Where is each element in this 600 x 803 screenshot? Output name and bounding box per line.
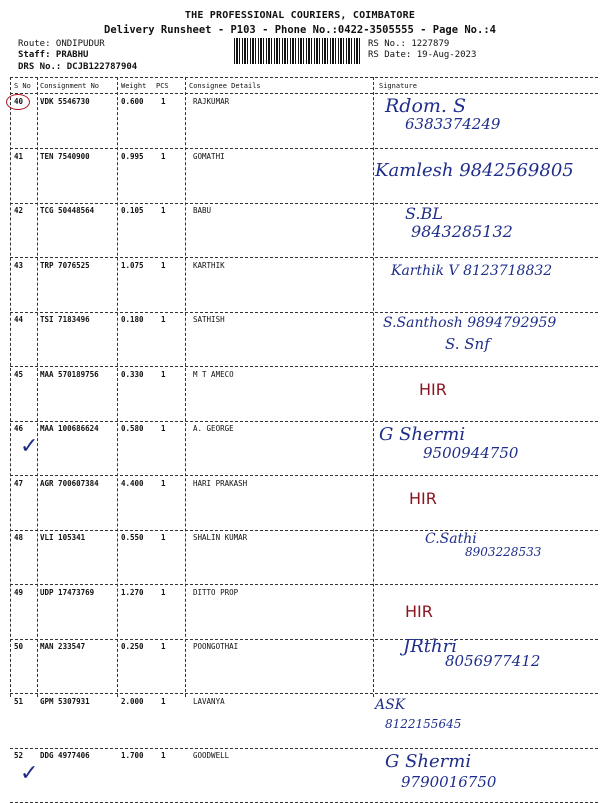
col-header-signature: Signature: [379, 82, 417, 90]
signature-cell: [375, 204, 595, 258]
highlight-circle-mark: [6, 94, 30, 110]
signature-cell: [375, 95, 595, 149]
handwritten-phone: 8122155645: [385, 716, 462, 731]
signature-cell: [375, 749, 595, 803]
row-weight: 1.270: [121, 587, 144, 597]
row-consignment-no: MAA 100686624: [40, 424, 99, 433]
row-sno: 40: [14, 97, 24, 106]
row-pcs: 1: [161, 478, 166, 488]
handwritten-signature: S.Santhosh 9894792959: [383, 315, 557, 331]
row-sno: 49: [14, 587, 24, 597]
row-sno: 50: [14, 642, 24, 651]
handwritten-signature: Kamlesh 9842569805: [375, 159, 574, 181]
route-label: Route: ONDIPUDUR: [18, 39, 105, 49]
row-weight: 0.105: [121, 206, 144, 215]
col-header-sno: S No: [14, 82, 31, 90]
signature-cell: [375, 150, 595, 204]
row-consignee: RAJKUMAR: [193, 97, 230, 106]
handwritten-signature: G Shermi: [385, 751, 472, 772]
row-weight: 0.580: [121, 424, 144, 433]
rs-number: RS No.: 1227879: [368, 39, 450, 49]
row-consignee: A. GEORGE: [193, 424, 234, 433]
signature-cell: [375, 636, 595, 694]
table-row: [0, 313, 600, 367]
handwritten-phone: 6383374249: [405, 115, 501, 133]
hir-stamp: HIR: [419, 379, 447, 399]
row-consignee: M T AMECO: [193, 369, 234, 379]
company-title: THE PROFESSIONAL COURIERS, COIMBATORE: [184, 10, 416, 21]
table-row: [0, 531, 600, 585]
row-weight: 2.000: [121, 696, 144, 706]
row-pcs: 1: [161, 587, 166, 597]
signature-cell: [375, 695, 595, 749]
row-weight: 0.995: [121, 151, 144, 161]
row-consignment-no: VDK 5546730: [40, 97, 90, 106]
row-weight: 0.600: [121, 97, 144, 106]
row-pcs: 1: [161, 260, 166, 270]
signature-cell: [375, 531, 595, 585]
row-sno: 46: [14, 424, 24, 433]
row-consignee: SHALIN KUMAR: [193, 533, 248, 542]
row-consignment-no: VLI 105341: [40, 533, 86, 542]
barcode-image: [234, 38, 362, 64]
rs-date: RS Date: 19-Aug-2023: [368, 50, 477, 60]
table-row: [0, 259, 600, 313]
signature-cell: [375, 477, 595, 531]
row-consignee: LAVANYA: [193, 696, 225, 706]
row-pcs: 1: [161, 206, 166, 215]
handwritten-phone: 8056977412: [445, 652, 541, 670]
row-consignment-no: TSI 7183496: [40, 315, 90, 324]
check-mark-icon: ✓: [20, 761, 39, 786]
row-weight: 0.250: [121, 642, 144, 651]
row-pcs: 1: [161, 151, 166, 161]
row-sno: 52: [14, 751, 24, 760]
handwritten-phone: 8903228533: [465, 545, 542, 559]
staff-label: Staff: PRABHU: [18, 50, 89, 60]
row-pcs: 1: [161, 315, 166, 324]
row-consignment-no: AGR 700607384: [40, 478, 99, 488]
row-consignee: HARI PRAKASH: [193, 478, 248, 488]
row-pcs: 1: [161, 533, 166, 542]
row-consignee: GOMATHI: [193, 151, 225, 161]
row-consignment-no: TEN 7540900: [40, 151, 90, 161]
hir-stamp: HIR: [405, 601, 433, 621]
row-pcs: 1: [161, 97, 166, 106]
handwritten-signature: Rdom. S: [385, 95, 467, 117]
row-sno: 47: [14, 478, 24, 488]
table-row: [0, 749, 600, 803]
row-sno: 43: [14, 260, 24, 270]
handwritten-phone: 9790016750: [401, 773, 497, 791]
handwritten-signature: JRthri: [403, 636, 457, 657]
signature-cell: [375, 586, 595, 640]
table-row: [0, 368, 600, 422]
row-consignee: SATHISH: [193, 315, 225, 324]
table-row: [0, 636, 600, 694]
row-pcs: 1: [161, 369, 166, 379]
handwritten-signature: ASK: [375, 696, 406, 713]
row-consignee: GOODWELL: [193, 751, 230, 760]
table-row: [0, 586, 600, 640]
col-header-consignment: Consignment No: [40, 82, 100, 90]
header-bottom-rule: [10, 93, 598, 94]
row-consignment-no: MAN 233547: [40, 642, 86, 651]
row-pcs: 1: [161, 424, 166, 433]
drs-number: DRS No.: DCJB122787904: [18, 62, 138, 72]
check-mark-icon: ✓: [20, 434, 39, 459]
table-row: [0, 695, 600, 749]
row-weight: 1.075: [121, 260, 144, 270]
table-row: [0, 477, 600, 531]
table-row: [0, 95, 600, 149]
row-consignment-no: GPM 5307931: [40, 696, 90, 706]
row-consignee: POONGOTHAI: [193, 642, 239, 651]
row-sno: 51: [14, 696, 24, 706]
row-pcs: 1: [161, 751, 166, 760]
runsheet-subtitle: Delivery Runsheet - P103 - Phone No.:0422-3505555 - Page No.:4: [104, 24, 496, 36]
col-header-weight: Weight: [121, 82, 147, 90]
table-row: [0, 150, 600, 204]
row-weight: 4.400: [121, 478, 144, 488]
row-consignment-no: UDP 17473769: [40, 587, 95, 597]
header-top-rule: [10, 77, 598, 78]
handwritten-phone: 9500944750: [423, 444, 519, 462]
row-pcs: 1: [161, 642, 166, 651]
table-row: [0, 422, 600, 476]
signature-cell: [375, 368, 595, 422]
row-consignee: KARTHIK: [193, 260, 225, 270]
row-consignee: DITTO PROP: [193, 587, 239, 597]
signature-cell: [375, 313, 595, 367]
handwritten-phone: S. Snf: [445, 335, 490, 353]
row-weight: 0.330: [121, 369, 144, 379]
row-sno: 42: [14, 206, 24, 215]
col-header-consignee: Consignee Details: [189, 82, 261, 90]
row-consignment-no: DDG 4977406: [40, 751, 90, 760]
row-consignee: BABU: [193, 206, 212, 215]
hir-stamp: HIR: [409, 488, 437, 508]
handwritten-signature: S.BL: [405, 204, 443, 223]
row-weight: 1.700: [121, 751, 144, 760]
row-weight: 0.550: [121, 533, 144, 542]
handwritten-signature: C.Sathi: [425, 531, 477, 547]
handwritten-signature: Karthik V 8123718832: [391, 262, 553, 279]
row-consignment-no: MAA 570189756: [40, 369, 99, 379]
table-row: [0, 204, 600, 258]
row-sno: 45: [14, 369, 24, 379]
row-weight: 0.180: [121, 315, 144, 324]
signature-cell: [375, 259, 595, 313]
handwritten-phone: 9843285132: [411, 222, 513, 241]
row-consignment-no: TRP 7076525: [40, 260, 90, 270]
row-sno: 41: [14, 151, 24, 161]
signature-cell: [375, 422, 595, 476]
row-sno: 48: [14, 533, 24, 542]
col-header-pcs: PCS: [156, 82, 169, 90]
handwritten-signature: G Shermi: [379, 424, 466, 445]
row-pcs: 1: [161, 696, 166, 706]
row-sno: 44: [14, 315, 24, 324]
row-consignment-no: TCG 50448564: [40, 206, 95, 215]
